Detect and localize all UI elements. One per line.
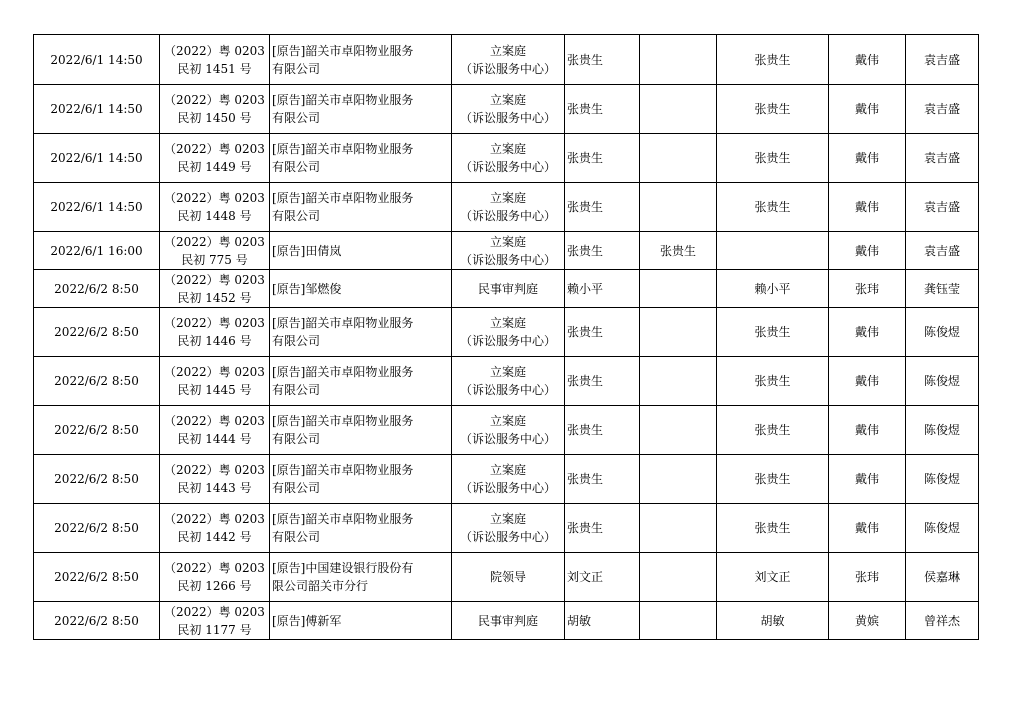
department: 民事审判庭 [452,602,565,640]
party-name: [原告]韶关市卓阳物业服务 有限公司 [270,308,452,357]
department: 立案庭 （诉讼服务中心） [452,134,565,183]
clerk: 戴伟 [829,232,906,270]
department: 立案庭 （诉讼服务中心） [452,406,565,455]
hearing-time: 2022/6/2 8:50 [34,357,160,406]
secretary: 陈俊煜 [906,455,979,504]
party-name: [原告]邹燃俊 [270,270,452,308]
judge [640,504,717,553]
hearing-time: 2022/6/1 14:50 [34,85,160,134]
party-name: [原告]韶关市卓阳物业服务 有限公司 [270,134,452,183]
presiding-judge: 刘文正 [565,553,640,602]
judge: 张贵生 [717,134,829,183]
judge: 张贵生 [717,308,829,357]
department: 立案庭 （诉讼服务中心） [452,357,565,406]
case-number: （2022）粤 0203 民初 1445 号 [160,357,270,406]
judge [640,183,717,232]
presiding-judge: 张贵生 [565,504,640,553]
hearing-time: 2022/6/2 8:50 [34,504,160,553]
secretary: 袁吉盛 [906,35,979,85]
clerk: 张玮 [829,553,906,602]
clerk: 戴伟 [829,455,906,504]
presiding-judge: 张贵生 [565,406,640,455]
judge [640,85,717,134]
hearing-time: 2022/6/1 14:50 [34,183,160,232]
judge [640,455,717,504]
secretary: 袁吉盛 [906,183,979,232]
hearing-time: 2022/6/2 8:50 [34,406,160,455]
presiding-judge: 张贵生 [565,357,640,406]
clerk: 戴伟 [829,35,906,85]
secretary: 龚钰莹 [906,270,979,308]
table-row [34,406,979,455]
judge: 赖小平 [717,270,829,308]
secretary: 陈俊煜 [906,357,979,406]
party-name: [原告]中国建设银行股份有 限公司韶关市分行 [270,553,452,602]
judge [640,357,717,406]
hearing-time: 2022/6/1 14:50 [34,35,160,85]
secretary: 袁吉盛 [906,232,979,270]
secretary: 陈俊煜 [906,308,979,357]
hearing-time: 2022/6/2 8:50 [34,602,160,640]
hearing-time: 2022/6/1 14:50 [34,134,160,183]
case-number: （2022）粤 0203 民初 1444 号 [160,406,270,455]
judge [640,134,717,183]
party-name: [原告]韶关市卓阳物业服务 有限公司 [270,406,452,455]
secretary: 陈俊煜 [906,406,979,455]
table-row [34,35,979,85]
case-number: （2022）粤 0203 民初 1452 号 [160,270,270,308]
presiding-judge: 张贵生 [565,183,640,232]
clerk: 黄嫔 [829,602,906,640]
department: 立案庭 （诉讼服务中心） [452,308,565,357]
presiding-judge: 张贵生 [565,134,640,183]
case-number: （2022）粤 0203 民初 1449 号 [160,134,270,183]
judge [640,553,717,602]
hearing-time: 2022/6/1 16:00 [34,232,160,270]
table-row [34,308,979,357]
party-name: [原告]韶关市卓阳物业服务 有限公司 [270,504,452,553]
case-number: （2022）粤 0203 民初 1442 号 [160,504,270,553]
case-number: （2022）粤 0203 民初 775 号 [160,232,270,270]
judge: 胡敏 [717,602,829,640]
department: 院领导 [452,553,565,602]
department: 立案庭 （诉讼服务中心） [452,183,565,232]
table-row [34,504,979,553]
judge [640,308,717,357]
party-name: [原告]傅新军 [270,602,452,640]
judge: 张贵生 [717,85,829,134]
case-number: （2022）粤 0203 民初 1446 号 [160,308,270,357]
table-row [34,183,979,232]
presiding-judge: 赖小平 [565,270,640,308]
case-number: （2022）粤 0203 民初 1450 号 [160,85,270,134]
clerk: 张玮 [829,270,906,308]
hearing-time: 2022/6/2 8:50 [34,308,160,357]
hearing-time: 2022/6/2 8:50 [34,270,160,308]
hearing-time: 2022/6/2 8:50 [34,553,160,602]
judge: 张贵生 [717,455,829,504]
department: 民事审判庭 [452,270,565,308]
clerk: 戴伟 [829,134,906,183]
case-number: （2022）粤 0203 民初 1266 号 [160,553,270,602]
department: 立案庭 （诉讼服务中心） [452,455,565,504]
table-row [34,270,979,308]
clerk: 戴伟 [829,406,906,455]
case-number: （2022）粤 0203 民初 1451 号 [160,35,270,85]
secretary: 袁吉盛 [906,134,979,183]
presiding-judge: 张贵生 [565,308,640,357]
table-row [34,232,979,270]
judge [640,35,717,85]
presiding-judge: 张贵生 [565,232,640,270]
secretary: 侯嘉琳 [906,553,979,602]
presiding-judge: 张贵生 [565,455,640,504]
clerk: 戴伟 [829,308,906,357]
judge: 张贵生 [717,183,829,232]
department: 立案庭 （诉讼服务中心） [452,85,565,134]
table-row [34,134,979,183]
judge: 刘文正 [717,553,829,602]
presiding-judge: 胡敏 [565,602,640,640]
judge [640,406,717,455]
judge [717,232,829,270]
judge: 张贵生 [717,504,829,553]
judge [640,602,717,640]
judge: 张贵生 [717,406,829,455]
clerk: 戴伟 [829,504,906,553]
court-schedule-table [33,34,979,640]
department: 立案庭 （诉讼服务中心） [452,504,565,553]
case-number: （2022）粤 0203 民初 1177 号 [160,602,270,640]
judge: 张贵生 [640,232,717,270]
party-name: [原告]田倩岚 [270,232,452,270]
party-name: [原告]韶关市卓阳物业服务 有限公司 [270,357,452,406]
hearing-time: 2022/6/2 8:50 [34,455,160,504]
table-row [34,553,979,602]
table-row [34,85,979,134]
party-name: [原告]韶关市卓阳物业服务 有限公司 [270,35,452,85]
department: 立案庭 （诉讼服务中心） [452,35,565,85]
clerk: 戴伟 [829,357,906,406]
secretary: 袁吉盛 [906,85,979,134]
clerk: 戴伟 [829,183,906,232]
judge: 张贵生 [717,357,829,406]
department: 立案庭 （诉讼服务中心） [452,232,565,270]
table-row [34,357,979,406]
judge: 张贵生 [717,35,829,85]
presiding-judge: 张贵生 [565,85,640,134]
party-name: [原告]韶关市卓阳物业服务 有限公司 [270,183,452,232]
party-name: [原告]韶关市卓阳物业服务 有限公司 [270,455,452,504]
presiding-judge: 张贵生 [565,35,640,85]
case-number: （2022）粤 0203 民初 1448 号 [160,183,270,232]
party-name: [原告]韶关市卓阳物业服务 有限公司 [270,85,452,134]
table-row [34,455,979,504]
table-row [34,602,979,640]
case-number: （2022）粤 0203 民初 1443 号 [160,455,270,504]
secretary: 曾祥杰 [906,602,979,640]
clerk: 戴伟 [829,85,906,134]
secretary: 陈俊煜 [906,504,979,553]
judge [640,270,717,308]
